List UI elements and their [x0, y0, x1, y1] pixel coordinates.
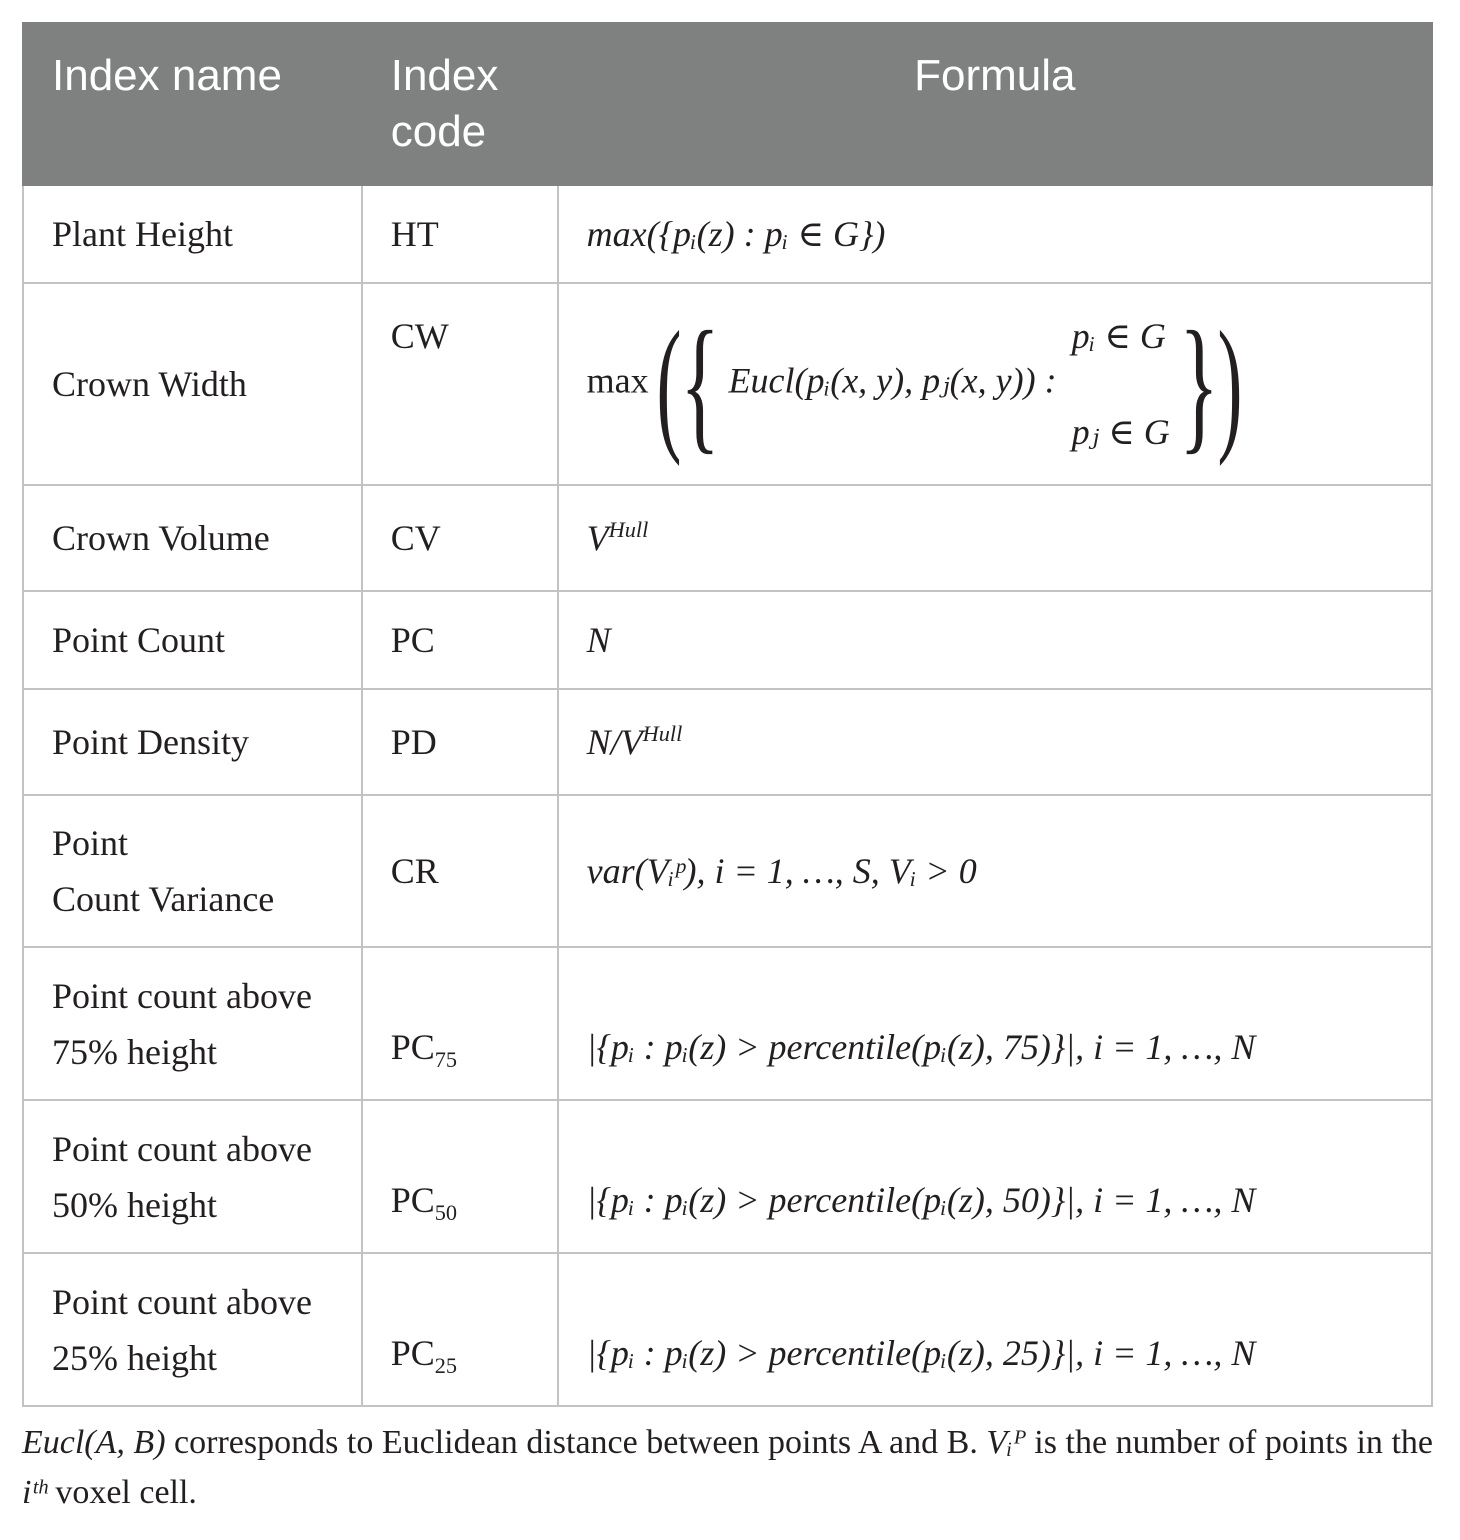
code-base: PC	[390, 1027, 435, 1067]
table-row	[23, 1253, 1432, 1406]
row-code: CR	[362, 795, 558, 947]
row-formula: max({pᵢ(z) : pᵢ ∈ G})	[558, 185, 1432, 283]
row-name: Crown Width	[23, 283, 362, 485]
name-line1: Point count above	[52, 1281, 312, 1322]
condition-j: pⱼ ∈ G	[1071, 412, 1170, 452]
table-row	[23, 947, 1432, 1100]
index-table	[22, 22, 1433, 1407]
name-line2: Count Variance	[52, 879, 275, 919]
row-formula	[558, 689, 1432, 795]
code-sub: 25	[434, 1353, 458, 1379]
name-line2: 25% height	[52, 1337, 217, 1378]
table-row	[23, 591, 1432, 689]
formula-sup: Hull	[642, 721, 683, 746]
table-row	[23, 283, 1432, 485]
formula-base: N/V	[586, 722, 643, 762]
row-code: PC	[362, 591, 558, 689]
name-line2: 50% height	[52, 1184, 217, 1225]
table-row	[23, 689, 1432, 795]
left-brace: {	[679, 301, 720, 467]
name-line2: 75% height	[52, 1031, 217, 1072]
name-line1: Point count above	[52, 1128, 312, 1169]
header-row	[23, 23, 1432, 185]
caption-eucl: Eucl(A, B)	[22, 1424, 166, 1461]
row-formula	[558, 485, 1432, 591]
row-name: Point Count	[23, 591, 362, 689]
row-code: HT	[362, 185, 558, 283]
code-base: PC	[390, 1180, 435, 1220]
name-line1: Point count above	[52, 975, 312, 1016]
row-name	[23, 947, 362, 1100]
table-row	[23, 795, 1432, 947]
row-code	[362, 947, 558, 1100]
caption-text1: corresponds to Euclidean distance between points A and B.	[165, 1424, 987, 1461]
row-code	[362, 1253, 558, 1406]
formula-base: V	[586, 518, 609, 558]
row-code: CW	[362, 283, 558, 485]
row-code	[362, 1100, 558, 1253]
header-formula: Formula	[558, 23, 1432, 185]
table-row	[23, 1100, 1432, 1253]
right-brace: }	[1178, 301, 1219, 467]
table-caption	[22, 1418, 1433, 1518]
caption-vip: Vᵢᴾ	[986, 1424, 1026, 1461]
row-formula: |{pᵢ : pᵢ(z) > percentile(pᵢ(z), 50)}|, i = 1, …, N	[558, 1100, 1432, 1253]
code-base: PC	[390, 1333, 435, 1373]
code-sub: 75	[434, 1047, 458, 1073]
formula-max: max	[586, 360, 649, 401]
right-paren: )	[1217, 301, 1243, 467]
row-code: CV	[362, 485, 558, 591]
code-sub: 50	[434, 1200, 458, 1226]
row-formula: |{pᵢ : pᵢ(z) > percentile(pᵢ(z), 25)}|, i = 1, …, N	[558, 1253, 1432, 1406]
formula-eucl: Eucl(pᵢ(x, y), pⱼ(x, y)) :	[728, 360, 1057, 401]
formula-conditions	[1072, 288, 1170, 480]
row-formula: var(Vᵢᵖ), i = 1, …, S, Vᵢ > 0	[558, 795, 1432, 947]
row-code: PD	[362, 689, 558, 795]
table-row	[23, 485, 1432, 591]
condition-i: pᵢ ∈ G	[1071, 316, 1166, 356]
row-name: Plant Height	[23, 185, 362, 283]
row-name	[23, 1100, 362, 1253]
header-index-name: Index name	[23, 23, 362, 185]
row-name: Point Density	[23, 689, 362, 795]
caption-ith: iᵗʰ	[22, 1474, 47, 1511]
table-row	[23, 185, 1432, 283]
caption-text2: is the number of points in the	[1025, 1424, 1433, 1461]
caption-text3: voxel cell.	[46, 1474, 197, 1511]
row-name	[23, 795, 362, 947]
header-index-code: Index code	[362, 23, 558, 185]
name-line1: Point	[52, 823, 129, 863]
row-formula	[558, 283, 1432, 485]
row-name	[23, 1253, 362, 1406]
left-paren: (	[656, 301, 682, 467]
row-formula: |{pᵢ : pᵢ(z) > percentile(pᵢ(z), 75)}|, i = 1, …, N	[558, 947, 1432, 1100]
formula-sup: Hull	[608, 517, 649, 542]
row-formula: N	[558, 591, 1432, 689]
row-name: Crown Volume	[23, 485, 362, 591]
